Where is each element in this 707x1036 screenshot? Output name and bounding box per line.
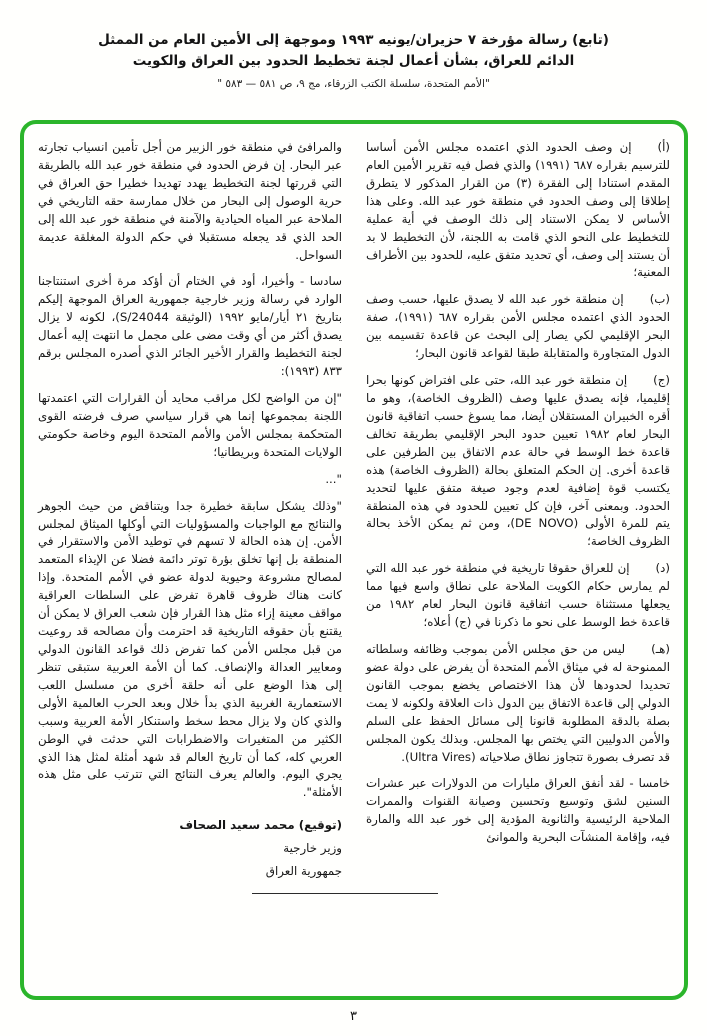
item-text-b: إن منطقة خور عبد الله لا يصدق عليها، حسب وصف الحدود الذي اعتمده مجلس الأمن بقراره ٦٨٧ (١٩٩١)، صفة البحر الإقليمي لكي يصار إلى البحث عن قاعدة تقسيمه بين الدول المتجاورة والمتقابلة طبقا لقواعد قانون البحار؛ <box>366 292 670 361</box>
item-text-e: ليس من حق مجلس الأمن بموجب وظائفه وسلطاته الممنوحة له في ميثاق الأمم المتحدة أن يفرض على دولة عضو تحديدا لحدودها لأن هذا الاختصاص يخضع بموجب القانون الدولي إلى قاعدة الاتفاق بين الدول ذات العلاقة ولكونه لا يمت بصلة بالدقة المطلوبة قانونا إلى مسائل الحفظ على السلم والأمن الدوليين التي يختص بها المجلس. وبذلك يكون المجلس قد تصرف بصورة تتجاوز نطاق صلاحياته (Ultra Vires). <box>366 641 670 764</box>
two-column-body <box>38 139 670 981</box>
header-source-line: "الأمم المتحدة، سلسلة الكتب الزرقاء، مج ٩، ص ٥٨١ — ٥٨٣ " <box>217 78 490 90</box>
content-border <box>20 120 688 1000</box>
signature-country: جمهورية العراق <box>265 864 342 879</box>
paragraph-sixthly: سادسا - وأخيرا، أود في الختام أن أؤكد مرة أخرى استنتاجنا الوارد في رسالة وزير خارجية جمهورية العراق الموجهة إليكم بتاريخ ٢١ أيار/مايو ١٩٩٢ (الوثيقة S/24044)، لكونه لا يزال يصدق أكثر من أي وقت مضى على مجمل ما انتهت إليه أعمال لجنة التخطيط والقرار الأخير الجائر الذي أصدره المجلس برقم ٨٣٣ (١٩٩٣): <box>38 274 342 379</box>
right-column <box>366 139 670 981</box>
header-title-line-1: (تابع) رسالة مؤرخة ٧ حزيران/يونيه ١٩٩٣ وموجهة إلى الأمين العام من الممثل <box>98 32 609 48</box>
item-text-a: إن وصف الحدود الذي اعتمده مجلس الأمن أساسا للترسيم بقراره ٦٨٧ (١٩٩١) والذي فصل فيه تقرير الأمين العام المقدم استنادا إلى الفقرة (٣) من القرار المذكور لا يتطرق إطلاقا إلى وصف الحدود في منطقة خور عبد الله. وعلى هذا الأساس لا يمكن الاستناد إلى ذلك الوصف في أية عملية للتخطيط على النحو الذي قامت به اللجنة، لأن التخطيط لا بد أن يستند إلى وصف، أي تحديد متفق عليه، للحدود بين الأطراف المعنية؛ <box>366 140 670 280</box>
left-column <box>38 139 342 981</box>
item-marker-a: (أ) <box>657 140 670 154</box>
header-title-line-2: الدائم للعراق، بشأن أعمال لجنة تخطيط الحدود بين العراق والكويت <box>132 53 575 69</box>
signature-title: وزير خارجية <box>283 841 342 856</box>
page-number: ٣ <box>350 1009 357 1024</box>
paragraph-ellipsis: "... <box>325 471 342 486</box>
paragraph-continuation: والمرافئ في منطقة خور الزبير من أجل تأمين انسياب تجارته عبر البحار. إن فرض الحدود في منطقة خور عبد الله بالطريقة التي قررتها لجنة التخطيط يهدد تهديدا خطيرا حق العراق في حرية الوصول إلى البحار من خلال ممارسة حقه التاريخي في الملاحة عبر المياه الحيادية والآمنة في منطقة خور عبد الله إلى الحد الذي قد يجعله مستقبلا في حكم الدولة المغلقة عديمة السواحل. <box>38 140 342 262</box>
paragraph-quote-2: "وذلك يشكل سابقة خطيرة جدا ويتناقض من حيث الجوهر والنتائج مع الواجبات والمسؤوليات التي أوكلها الميثاق لمجلس الأمن. إن هذه الحالة لا تسهم في توطيد الأمن والاستقرار في المنطقة بل إنها تخلق بؤرة توتر دائمة فضلا عن الإيذاء المتعمد لمصالح مشروعة وحيوية لدولة عضو في الأمم المتحدة. وإذا كانت هناك ظروف قاهرة تفرض على السلطات العراقية مواقف معينة إزاء مثل هذا القرار فإن شعب العراق لا يمكن أن يقتنع بأن حقوقه التاريخية قد احترمت وأن مصالحه قد روعيت من قبل مجلس الأمن كما تفرض ذلك قواعد القانون الدولي ومعايير العدالة والإنصاف. كما أن الأمة العربية ستبقى تنظر إلى هذا الوضع على أنه حلقة أخرى من مسلسل اللعب الاستعمارية الغربية الذي بدأ خلال وبعد الحرب العالمية الأولى والذي كان ولا يزال محط سخط واستنكار الأمة العربية وسبب الكثير من المتغيرات والاضطرابات التي حدثت في الوطن العربي كله، كما أن تاريخ العالم قد شهد أمثلة لمثل هذا الذي يجري اليوم. والعالم يعرف النتائج التي تترتب على مثل هذه الأمثلة". <box>38 498 342 800</box>
lettered-paragraph-b <box>366 291 670 363</box>
item-marker-b: (ب) <box>649 292 670 307</box>
item-text-c: إن منطقة خور عبد الله، حتى على افتراض كونها بحرا إقليميا، فإنه يصدق عليها وصف (الظروف الخاصة)، وهو ما أقره الخبيران المستقلان أيضا، مما يسوغ حسب اتفاقية قانون البحار لعام ١٩٨٢ تعيين حدود البحر الإقليمي بطريقة تخالف قاعدة خط الوسط في حالة عدم الاتفاق بين الطرفين على قاعدة أخرى. إن الحكم المتعلق بحالة (الظروف الخاصة) هذه يكتسب قوة إضافية لعدم وجود صيغة متفق عليها لتحديد الحدود. وبمعنى آخر، فإن كل تعيين للحدود في هذه المنطقة يتم للمرة الأولى (DE NOVO)، ومن ثم يمكن الأخذ بحالة الظروف الخاصة؛ <box>366 373 671 549</box>
item-marker-e: (هـ) <box>651 641 670 656</box>
item-text-d: إن للعراق حقوقا تاريخية في منطقة خور عبد الله التي لم يمارس حكام الكويت الملاحة على نطاق واسع فيها مما يجعلها مستثناة حسب اتفاقية قانون البحار لعام ١٩٨٢ من قاعدة خط الوسط على نحو ما ذكرنا في (ج) أعلاه؛ <box>366 561 670 630</box>
signature-name: (توقيع) محمد سعيد الصحاف <box>179 818 342 833</box>
paragraph-quote-1: "إن من الواضح لكل مراقب محايد أن القرارات التي اعتمدتها اللجنة بمجموعها إنما هي قرار سياسي صرف فرضته القوى المتحكمة بمجلس الأمن والأمم المتحدة اليوم وخاصة حكومتي الولايات المتحدة وبريطانيا؛ <box>38 390 342 459</box>
lettered-paragraph-a <box>366 139 670 282</box>
lettered-paragraph-d <box>366 560 670 632</box>
footnote-divider <box>252 893 438 894</box>
item-marker-d: (د) <box>655 561 670 576</box>
document-header <box>0 0 707 94</box>
lettered-paragraph-c <box>366 372 670 551</box>
lettered-paragraph-e <box>366 641 670 766</box>
item-marker-c: (ج) <box>653 373 670 388</box>
signature-block <box>38 814 342 883</box>
paragraph-fifthly: خامسا - لقد أنفق العراق مليارات من الدولارات عبر عشرات السنين لشق وتوسيع وتحسين وصيانة القنوات والممرات الملاحية الرئيسية والثانوية المؤدية إلى خور عبد الله والمارة فيه، وإقامة المنشآت البحرية والموانئ <box>366 776 670 845</box>
